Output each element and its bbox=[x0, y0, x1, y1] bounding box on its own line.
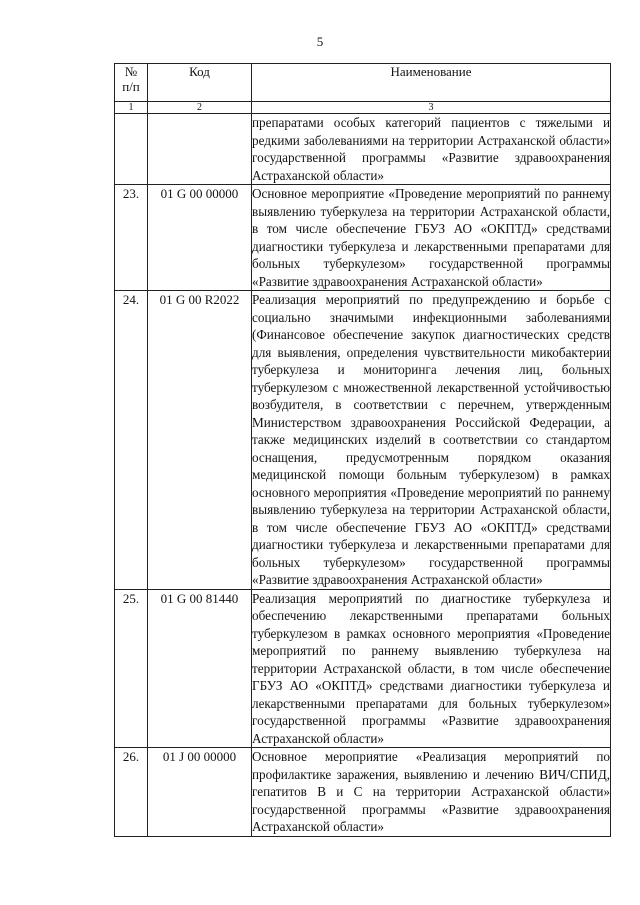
row-name: препаратами особых категорий пациентов с тяжелыми и редкими заболеваниями на территории Астраханской области» государственной программы «Развитие здравоохранения Астраханской области» bbox=[252, 115, 610, 183]
column-index-row bbox=[115, 102, 611, 114]
row-code: 01 G 00 R2022 bbox=[148, 291, 252, 590]
header-number-line-2: п/п bbox=[122, 79, 140, 94]
page-number: 5 bbox=[316, 34, 324, 49]
row-number: 26. bbox=[115, 748, 148, 837]
row-number: 23. bbox=[115, 185, 148, 291]
column-index-3: 3 bbox=[252, 102, 611, 114]
table-row bbox=[115, 291, 611, 590]
table-row bbox=[115, 748, 611, 837]
row-code bbox=[148, 114, 252, 185]
row-code: 01 G 00 81440 bbox=[148, 589, 252, 748]
row-number bbox=[115, 114, 148, 185]
header-code: Код bbox=[148, 64, 252, 102]
table-row bbox=[115, 185, 611, 291]
row-name: Основное мероприятие «Реализация мероприятий по профилактике заражения, выявлению и лечению ВИЧ/СПИД, гепатитов В и С на территории Астраханской области» государственной программы «Развитие здравоохранения Астраханской области» bbox=[252, 749, 610, 834]
row-number: 25. bbox=[115, 589, 148, 748]
table-header-row bbox=[115, 64, 611, 102]
column-index-1: 1 bbox=[115, 102, 148, 114]
header-name: Наименование bbox=[252, 64, 611, 102]
table-row bbox=[115, 589, 611, 748]
row-name: Основное мероприятие «Проведение мероприятий по раннему выявлению туберкулеза на территории Астраханской области, в том числе обеспечение ГБУЗ АО «ОКПТД» средствами диагностики туберкулеза и лекарственными препаратами для больных туберкулезом» государственной программы «Развитие здравоохранения Астраханской области» bbox=[252, 186, 610, 289]
row-number: 24. bbox=[115, 291, 148, 590]
program-table bbox=[114, 63, 611, 837]
column-index-2: 2 bbox=[148, 102, 252, 114]
row-code: 01 G 00 00000 bbox=[148, 185, 252, 291]
row-name: Реализация мероприятий по диагностике туберкулеза и обеспечению лекарственными препаратами больных туберкулезом в рамках основного мероприятия «Проведение мероприятий по раннему выявлению туберкулеза на территории Астраханской области, в том числе обеспечение ГБУЗ АО «ОКПТД» средствами диагностики туберкулеза и лекарственными препаратами для больных туберкулезом» государственной программы «Развитие здравоохранения Астраханской области» bbox=[252, 590, 610, 746]
header-number-line-1: № bbox=[124, 64, 138, 79]
header-number bbox=[115, 64, 148, 102]
row-code: 01 J 00 00000 bbox=[148, 748, 252, 837]
table-row bbox=[115, 114, 611, 185]
row-name: Реализация мероприятий по предупреждению и борьбе с социально значимыми инфекционными заболеваниями (Финансовое обеспечение закупок диагностических средств для выявления, определения чувствительности микобактерии туберкулеза и мониторинга лечения лиц, больных туберкулезом с множественной лекарственной устойчивостью возбудителя, в соответствии с перечнем, утвержденным Министерством здравоохранения Российской Федерации, а также медицинских изделий в соответствии со стандартом оснащения, предусмотренным порядком оказания медицинской помощи больным туберкулезом) в рамках основного мероприятия «Проведение мероприятий по раннему выявлению туберкулеза на территории Астраханской области, в том числе обеспечение ГБУЗ АО «ОКПТД» средствами диагностики туберкулеза и лекарственными препаратами для больных туберкулезом» государственной программы «Развитие здравоохранения Астраханской области» bbox=[252, 292, 610, 587]
